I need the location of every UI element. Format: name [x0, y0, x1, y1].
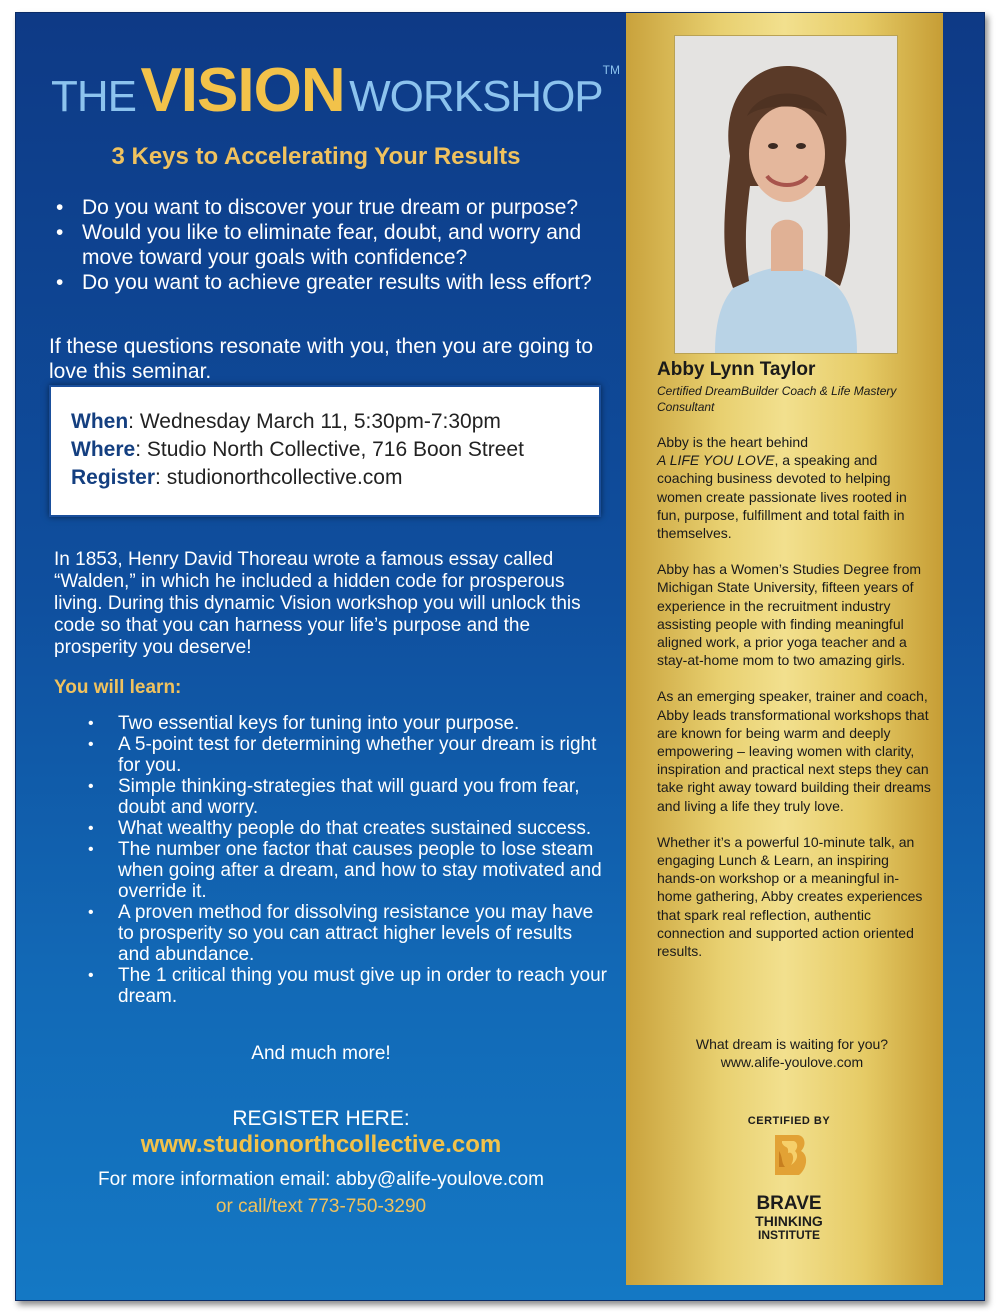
questions-list — [56, 195, 616, 295]
bullet-icon: • — [88, 778, 94, 795]
bio-paragraph-1: Abby is the heart behind A LIFE YOU LOVE, a speaking and coaching business devoted to helping women create passionate lives rooted in fun, purpose, fulfillment and total faith in themselves. — [657, 434, 907, 542]
bio-paragraph-4: Whether it’s a powerful 10-minute talk, an engaging Lunch & Learn, an inspiring hands-on workshop or a meaningful in-home gathering, Abby creates experiences that spark real reflection, authentic connection and supported action oriented results. — [657, 833, 923, 960]
bullet-icon: • — [88, 820, 94, 837]
main-column — [16, 13, 626, 1300]
bullet-icon: • — [88, 967, 94, 984]
and-much-more: And much more! — [251, 1043, 391, 1064]
bullet-icon: • — [88, 904, 94, 921]
email-line[interactable]: For more information email: abby@alife-youlove.com — [98, 1169, 544, 1190]
subtitle: 3 Keys to Accelerating Your Results — [111, 143, 521, 170]
list-item: • Do you want to discover your true dream or purpose? — [56, 196, 579, 219]
flyer — [15, 12, 985, 1301]
presenter-bio — [657, 433, 932, 978]
bullet-icon: • — [88, 715, 94, 732]
phone-line[interactable]: or call/text 773-750-3290 — [215, 1196, 427, 1217]
list-item: • Do you want to achieve greater results with less effort? — [56, 271, 592, 294]
where-row: Where: Studio North Collective, 716 Boon Street — [71, 438, 524, 461]
bio-paragraph-3: As an emerging speaker, trainer and coach, Abby leads transformational workshops that are known for being warm and deeply empowering – leaving women with clarity, inspiration and practical next steps they can take right away toward building their dreams and living a life they truly love. — [657, 688, 931, 814]
website-link[interactable]: www.alife-youlove.com — [720, 1054, 864, 1070]
bullet-icon: • — [56, 221, 64, 244]
register-heading: REGISTER HERE: — [232, 1107, 410, 1130]
bullet-icon: • — [56, 196, 64, 219]
when-row: When: Wednesday March 11, 5:30pm-7:30pm — [71, 410, 501, 433]
list-item: • A proven method for dissolving resistance you may have to prosperity so you can attract higher levels of results and abundance. — [88, 902, 594, 965]
bullet-icon: • — [88, 841, 94, 858]
learn-list — [88, 713, 608, 1007]
essay-paragraph: In 1853, Henry David Thoreau wrote a famous essay called “Walden,” in which he included a hidden code for prosperous living. During this dynamic Vision workshop you will unlock this code so that you can harness your life’s purpose and the prosperity you deserve! — [54, 549, 581, 658]
bio-paragraph-2: Abby has a Women’s Studies Degree from Michigan State University, fifteen years of experience in the recruitment industry assisting people with finding meaningful aligned work, a prior yoga teacher and a stay-at-home mom to two amazing girls. — [657, 561, 922, 669]
certification-logo: CERTIFIED BY BRAVE THINKING INSTITUTE — [747, 1115, 831, 1242]
list-item: • Simple thinking-strategies that will guard you from fear, doubt and worry. — [88, 776, 580, 818]
workshop-logo: THE VISION WORKSHOP™ — [51, 56, 620, 125]
presenter-title: Certified DreamBuilder Coach & Life Mastery Consultant — [657, 384, 897, 414]
list-item: • The number one factor that causes people to lose steam when going after a dream, and how to stay motivated and override it. — [88, 839, 602, 902]
bio-column — [626, 13, 943, 1285]
list-item: • The 1 critical thing you must give up in order to reach your dream. — [88, 965, 607, 1007]
presenter-name: Abby Lynn Taylor — [657, 359, 816, 380]
flame-b-icon — [769, 1131, 809, 1183]
portrait-illustration — [675, 36, 897, 353]
learn-heading: You will learn: — [54, 677, 182, 698]
resonate-text: If these questions resonate with you, then you are going to love this seminar. — [49, 335, 594, 383]
bullet-icon: • — [88, 736, 94, 753]
list-item: • Would you like to eliminate fear, doubt, and worry and move toward your goals with confidence? — [56, 221, 582, 269]
bullet-icon: • — [56, 271, 64, 294]
list-item: • A 5-point test for determining whether your dream is right for you. — [88, 734, 597, 776]
headshot-photo — [674, 35, 898, 354]
closing-question: What dream is waiting for you? — [695, 1036, 889, 1052]
register-link[interactable]: www.studionorthcollective.com — [140, 1131, 502, 1158]
register-row: Register: studionorthcollective.com — [71, 466, 403, 489]
closing-block — [657, 1035, 927, 1071]
list-item: • What wealthy people do that creates sustained success. — [88, 818, 592, 839]
event-details-box — [49, 385, 601, 517]
list-item: • Two essential keys for tuning into your purpose. — [88, 713, 520, 734]
